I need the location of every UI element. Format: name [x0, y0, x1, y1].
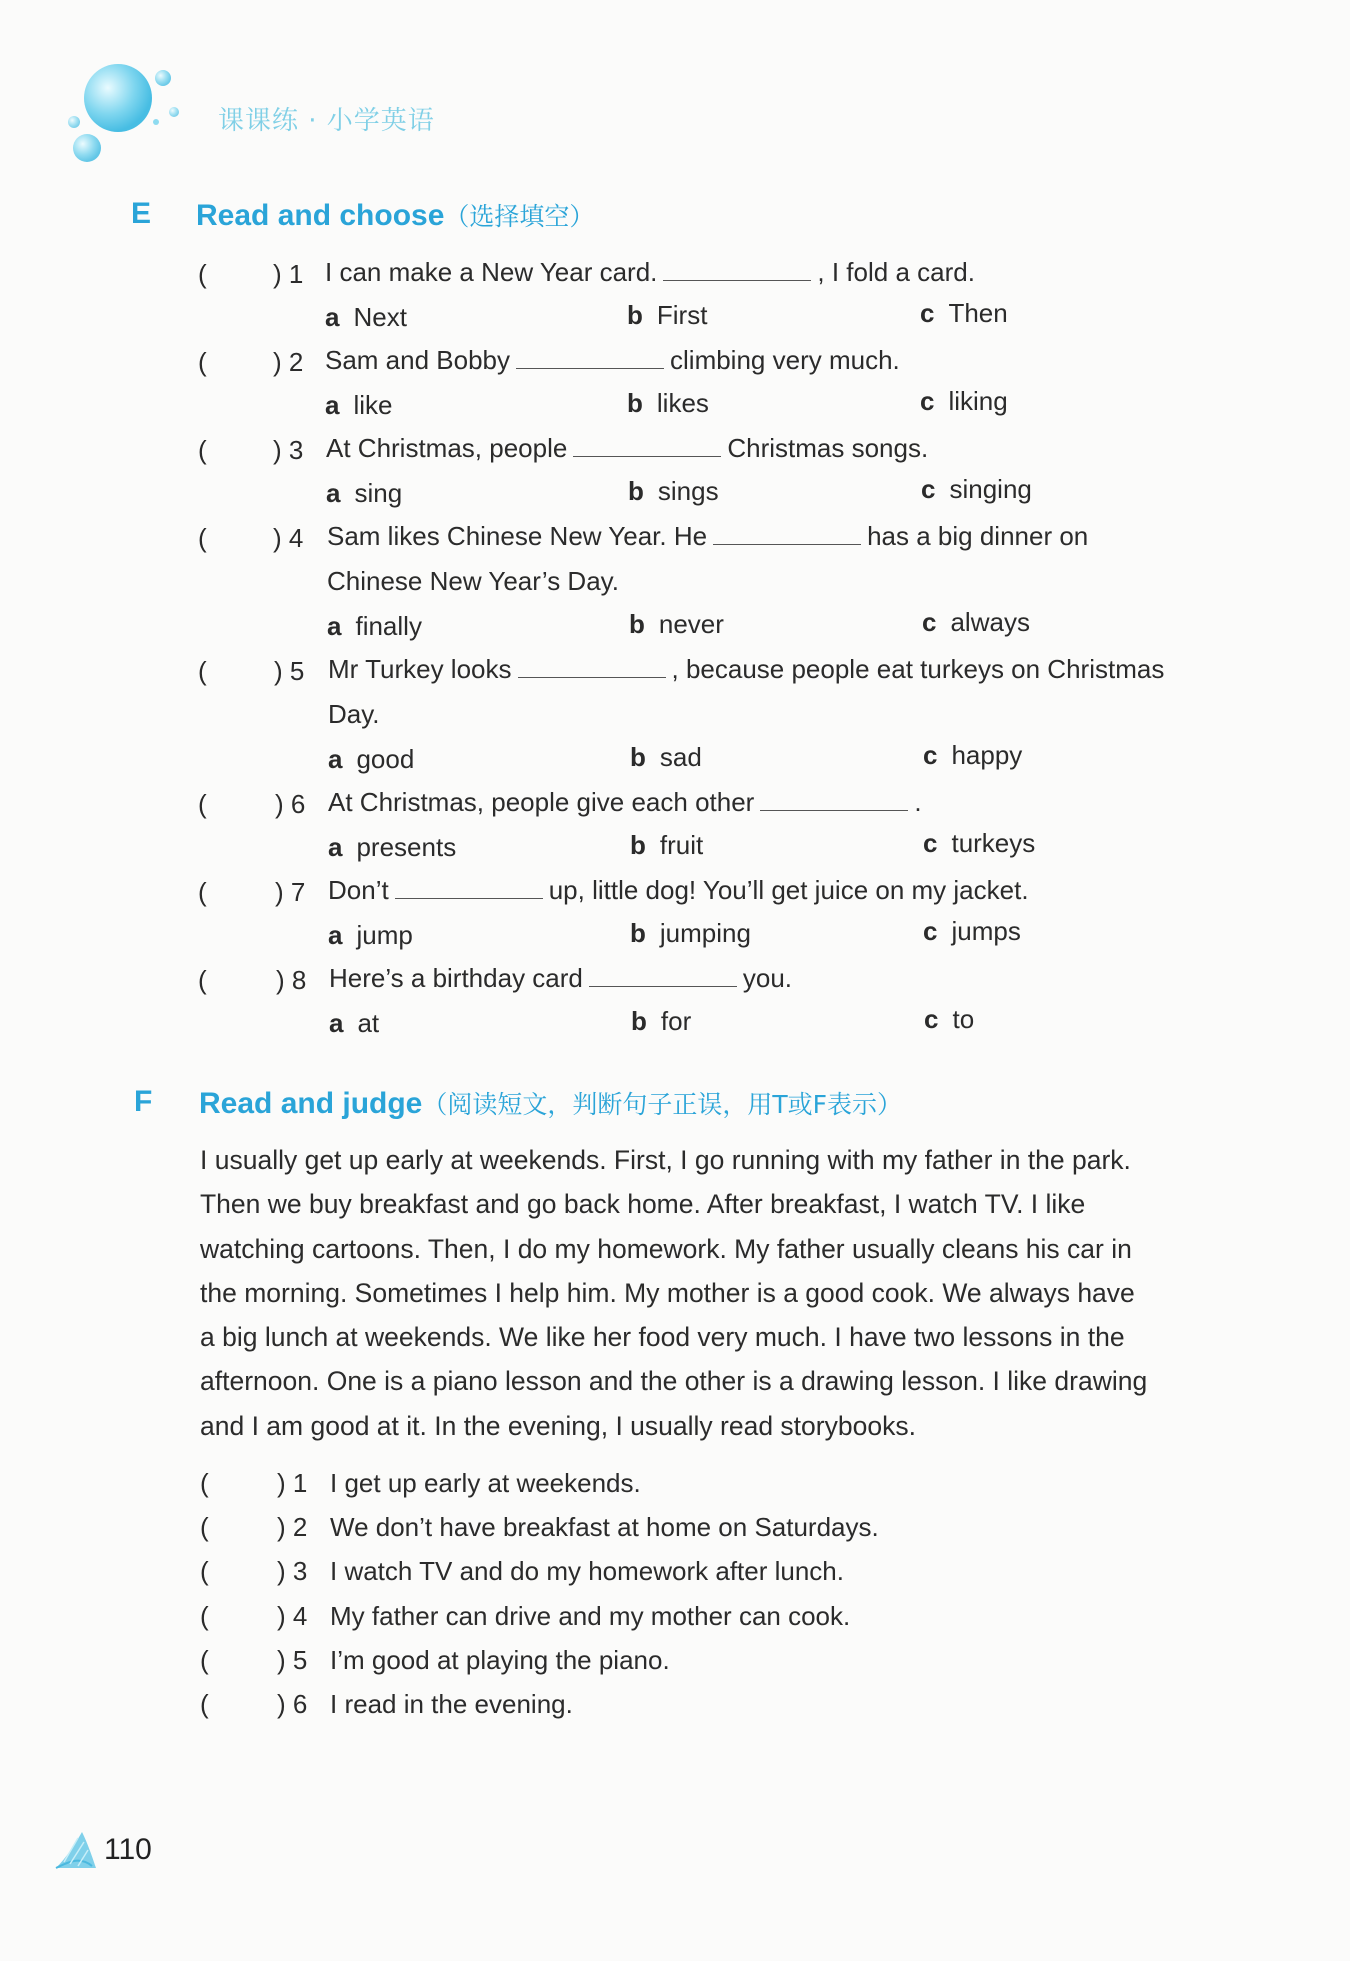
question-text-cont: Day.: [328, 699, 380, 729]
question-number: ) 5: [274, 656, 305, 686]
passage-line: and I am good at it. In the evening, I usually read storybooks.: [200, 1410, 916, 1441]
option-c[interactable]: c liking: [920, 386, 1008, 416]
answer-blank[interactable]: [518, 655, 666, 678]
option-b[interactable]: b sings: [628, 476, 719, 506]
bubbles-logo-icon: [62, 56, 192, 166]
answer-paren-open[interactable]: (: [200, 1468, 209, 1498]
answer-paren-open[interactable]: (: [200, 1556, 209, 1586]
section-e-letter: E: [131, 197, 152, 230]
question-text: Sam and Bobby climbing very much.: [325, 345, 900, 375]
answer-paren-open: (: [198, 435, 207, 465]
option-b[interactable]: b for: [631, 1006, 692, 1036]
option-a[interactable]: a presents: [328, 832, 457, 862]
option-c[interactable]: c happy: [923, 740, 1023, 770]
passage-line: I usually get up early at weekends. First, I go running with my father in the park.: [200, 1145, 1131, 1175]
section-f-title: Read and judge（阅读短文，判断句子正误，用T或F表示）: [199, 1087, 903, 1120]
answer-paren-open: (: [198, 877, 207, 907]
statement-number: ) 5: [277, 1645, 308, 1675]
question-number: ) 7: [275, 877, 306, 907]
question-number: ) 6: [275, 789, 306, 819]
statement-text: My father can drive and my mother can cook.: [330, 1601, 851, 1631]
answer-blank[interactable]: [760, 788, 908, 811]
statement-number: ) 4: [277, 1601, 308, 1631]
option-b[interactable]: b First: [627, 300, 708, 330]
question-number: ) 8: [276, 965, 307, 995]
question-text: Here’s a birthday card you.: [329, 963, 793, 993]
option-c[interactable]: c Then: [920, 298, 1008, 328]
option-a[interactable]: a at: [329, 1008, 380, 1038]
answer-blank[interactable]: [589, 964, 737, 987]
section-e-title: Read and choose（选择填空）: [196, 199, 595, 232]
answer-blank[interactable]: [663, 258, 811, 281]
answer-paren-open: (: [198, 523, 207, 553]
answer-paren-open: (: [198, 259, 207, 289]
option-a[interactable]: a good: [328, 744, 415, 774]
option-b[interactable]: b sad: [630, 742, 702, 772]
answer-paren-open[interactable]: (: [200, 1645, 209, 1675]
question-number: ) 1: [273, 259, 304, 289]
statement-number: ) 1: [277, 1468, 308, 1498]
option-a[interactable]: a finally: [327, 611, 422, 641]
answer-paren-open: (: [198, 965, 207, 995]
statement-number: ) 2: [277, 1512, 308, 1542]
question-text: I can make a New Year card. , I fold a card.: [325, 257, 975, 287]
option-c[interactable]: c jumps: [923, 916, 1021, 946]
option-a[interactable]: a like: [325, 390, 393, 420]
option-a[interactable]: a Next: [325, 302, 407, 332]
statement-text: I get up early at weekends.: [330, 1468, 641, 1498]
page-number: 110: [104, 1833, 152, 1866]
passage-line: Then we buy breakfast and go back home. After breakfast, I watch TV. I like: [200, 1189, 1086, 1220]
question-number: ) 3: [273, 435, 304, 465]
option-b[interactable]: b never: [629, 609, 724, 639]
answer-blank[interactable]: [573, 434, 721, 457]
question-text: Sam likes Chinese New Year. He has a big dinner on: [327, 521, 1089, 551]
section-f-letter: F: [134, 1085, 153, 1118]
passage-line: watching cartoons. Then, I do my homework. My father usually cleans his car in: [200, 1233, 1132, 1264]
answer-blank[interactable]: [395, 876, 543, 899]
statement-number: ) 3: [277, 1556, 308, 1586]
question-text: At Christmas, people Christmas songs.: [326, 433, 929, 463]
option-b[interactable]: b likes: [627, 388, 709, 418]
option-c[interactable]: c always: [922, 607, 1030, 637]
question-text: Don’t up, little dog! You’ll get juice on my jacket.: [328, 875, 1029, 905]
feather-icon: [52, 1828, 100, 1872]
option-c[interactable]: c turkeys: [923, 828, 1036, 858]
answer-paren-open[interactable]: (: [200, 1601, 209, 1631]
question-number: ) 2: [273, 347, 304, 377]
passage-line: afternoon. One is a piano lesson and the other is a drawing lesson. I like drawing: [200, 1366, 1148, 1397]
statement-text: I’m good at playing the piano.: [330, 1645, 670, 1675]
answer-paren-open: (: [198, 656, 207, 686]
option-c[interactable]: c singing: [921, 474, 1032, 504]
statement-text: We don’t have breakfast at home on Saturdays.: [330, 1512, 879, 1542]
book-title: 课课练 · 小学英语: [218, 106, 435, 136]
question-text: At Christmas, people give each other .: [328, 787, 922, 817]
option-c[interactable]: c to: [924, 1004, 975, 1034]
answer-paren-open[interactable]: (: [200, 1512, 209, 1542]
passage-line: the morning. Sometimes I help him. My mother is a good cook. We always have: [200, 1277, 1135, 1308]
question-number: ) 4: [273, 523, 304, 553]
statement-text: I watch TV and do my homework after lunch.: [330, 1556, 844, 1586]
answer-blank[interactable]: [713, 522, 861, 545]
option-a[interactable]: a sing: [326, 478, 403, 508]
option-b[interactable]: b fruit: [630, 830, 704, 860]
answer-paren-open[interactable]: (: [200, 1689, 209, 1719]
answer-paren-open: (: [198, 789, 207, 819]
option-b[interactable]: b jumping: [630, 918, 751, 948]
question-text: Mr Turkey looks , because people eat turkeys on Christmas: [328, 654, 1165, 684]
answer-paren-open: (: [198, 347, 207, 377]
statement-number: ) 6: [277, 1689, 308, 1719]
answer-blank[interactable]: [516, 346, 664, 369]
question-text-cont: Chinese New Year’s Day.: [327, 566, 619, 596]
reading-passage: [200, 1138, 1190, 1448]
option-a[interactable]: a jump: [328, 920, 413, 950]
passage-line: a big lunch at weekends. We like her food very much. I have two lessons in the: [200, 1322, 1125, 1353]
statement-text: I read in the evening.: [330, 1689, 573, 1719]
